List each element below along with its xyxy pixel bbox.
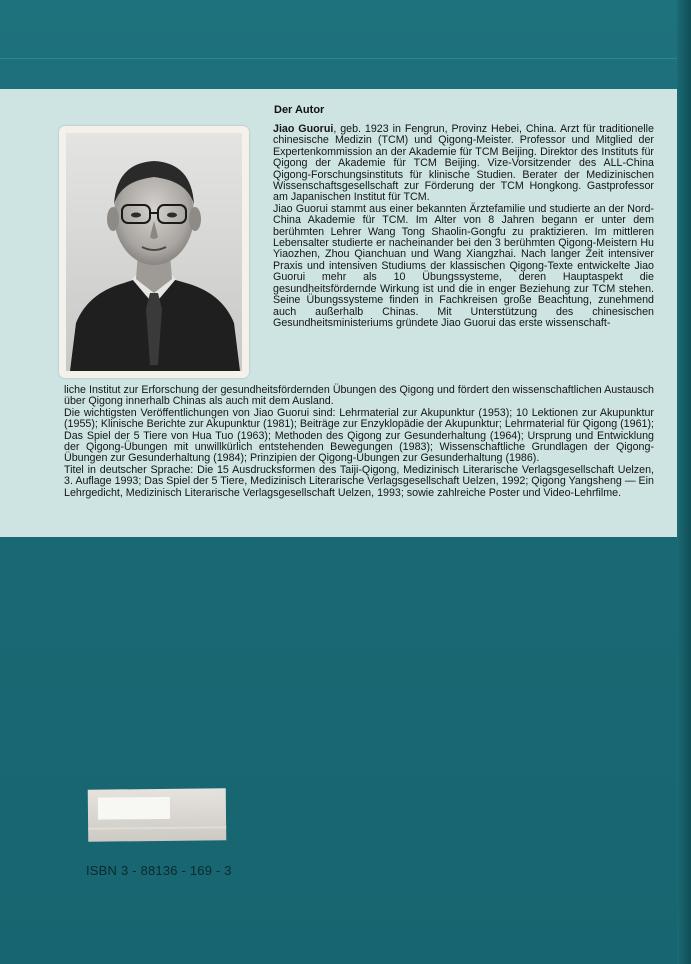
german-titles-paragraph: Titel in deutscher Sprache: Die 15 Ausdrucksformen des Taiji-Qigong, Medizinisch Literarische Verlagsgesellschaft Uelzen, 3. Auflage 1993; Das Spiel der 5 Tiere, Medizinisch Literarische Verlagsgesellschaft Uelzen, 1992; Qigong Yangsheng — Ein Lehrgedicht, Medizinisch Literarische Verlagsgesellschaft Uelzen, 1993; sowie zahlreiche Poster und Video-Lehrfilme. <box>64 463 654 499</box>
author-bio-intro <box>273 124 654 204</box>
author-name: Jiao Guorui <box>273 123 334 135</box>
spine-edge <box>677 0 691 964</box>
author-bio-paragraph-2: Jiao Guorui stammt aus einer bekannten Ärztefamilie und studierte an der Nord-China Akademie für TCM. Im Alter von 8 Jahren begann er unter dem berühmten Lehrer Wang Tong Shaolin-Gongfu zu praktizieren. Im mittleren Lebensalter studierte er nacheinander bei den 3 berühmten Qigong-Meistern Hu Yiaozhen, Zhou Qianchuan und Wang Xiangzhai. Nach langer Zeit intensiver Praxis und intensiven Studiums der klassischen Qigong-Texte entwickelte Jiao Guorui mehr als 10 Übungssysteme, deren Hauptaspekt die gesundheitsfördernde Wirkung ist und die in enger Beziehung zur TCM stehen. Seine Übungssysteme finden in Fachkreisen große Beachtung, zunehmend auch außerhalb Chinas. Mit Unterstützung des chinesischen Gesundheitsministeriums gründete Jiao Guorui das erste wissenschaft- <box>273 202 654 329</box>
sticker-strip <box>88 826 226 829</box>
cover-divider-line <box>0 58 677 59</box>
author-photo <box>66 133 242 371</box>
price-sticker-remnant <box>88 788 227 841</box>
publications-paragraph: Die wichtigsten Veröffentlichungen von Jiao Guorui sind: Lehrmaterial zur Akupunktur (1953); 10 Lektionen zur Akupunktur (1955); Klinische Berichte zur Akupunktur (1981); Beiträge zur Enzyklopädie der Akupunktur; Lehrmaterial für Qigong (1961); Das Spiel der 5 Tiere von Hua Tuo (1963); Methoden des Qigong zur Gesunderhaltung (1964); Ursprung und Entwicklung der Qigong-Übungen mit unwillkürlich entstehenden Bewegungen (1983); Wissenschaftliche Grundlagen der Qigong-Übungen zur Gesunderhaltung (1984); Prinzipien der Qigong-Übungen zur Gesunderhaltung (1986). <box>64 406 654 465</box>
author-bio-bottom <box>64 385 654 499</box>
author-bio-top <box>273 124 654 329</box>
isbn-number: ISBN 3 - 88136 - 169 - 3 <box>86 863 232 878</box>
author-heading: Der Autor <box>274 104 325 116</box>
sticker-label <box>98 797 170 820</box>
author-portrait-image <box>66 133 242 371</box>
author-bio-paragraph-2-continued: liche Institut zur Erforschung der gesundheitsfördernden Übungen des Qigong und fördert den wissenschaftlichen Austausch über Qigong innerhalb Chinas als auch mit dem Ausland. <box>64 384 654 408</box>
author-bio-intro-text: , geb. 1923 in Fengrun, Provinz Hebei, China. Arzt für traditionelle chinesische Medizin (TCM) und Qigong-Meister. Professor und Mitglied der Expertenkommission an der Akademie für TCM Beijing. Direktor des Instituts für Qigong der Akademie für TCM Beijing. Vize-Vorsitzender des ALL-China Qigong-Forschungsinstituts für klinische Studien. Berater der Medizinischen Wissenschaftsgesellschaft zur Förderung der TCM Hongkong. Gastprofessor am Japanischen Institut für TCM. <box>273 123 654 204</box>
